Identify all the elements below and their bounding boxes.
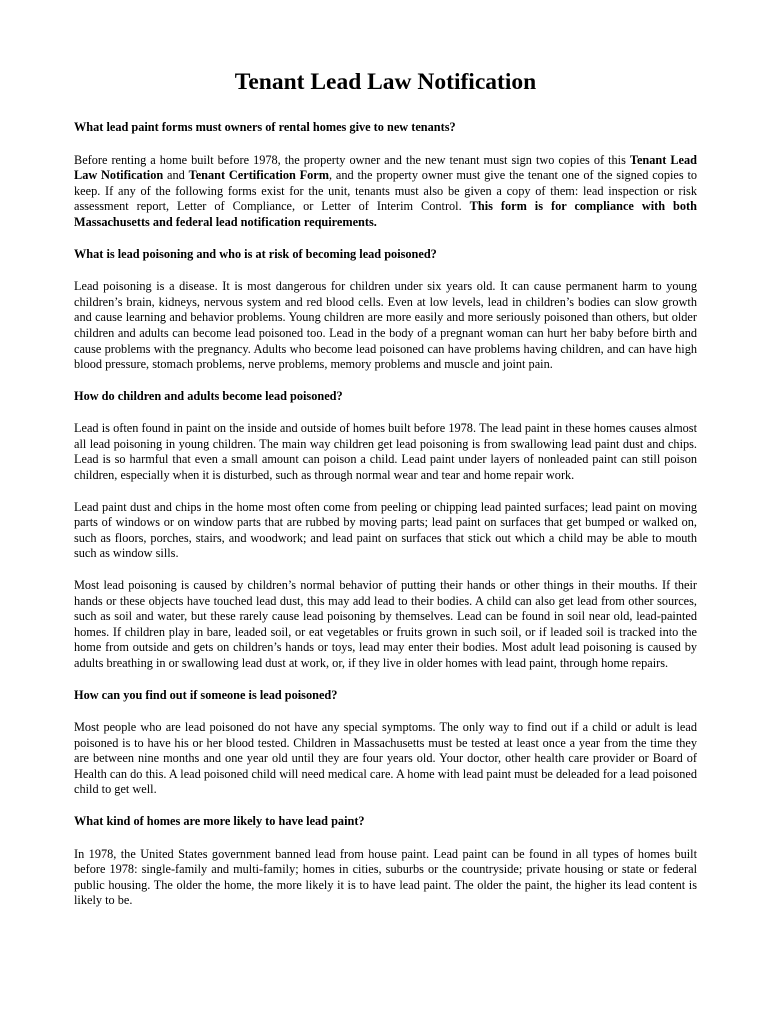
paragraph-how-poisoned-1: Lead is often found in paint on the inside and outside of homes built before 1978. The lead paint in these homes causes almost all lead poisoning in young children. The main way children get lead poisoning is from swallowing lead paint dust and chips. Lead is so harmful that even a small amount can poison a child. Lead paint under layers of nonleaded paint can still poison children, especially when it is disturbed, such as through normal wear and tear and home repair work. bbox=[74, 421, 697, 482]
compliance-note-bold: This form is for compliance with both Massachusetts and federal lead notification requirements. bbox=[74, 199, 697, 230]
text-run: Before renting a home built before 1978, the property owner and the new tenant must sign two copies of this bbox=[74, 152, 630, 167]
paragraph-find-out: Most people who are lead poisoned do not have any special symptoms. The only way to find out if a child or adult is lead poisoned is to have his or her blood tested. Children in Massachusetts must be tested at least once a year from the time they are between nine months and one year old until they are four years old. Your doctor, other health care provider or Board of Health can do this. A lead poisoned child will need medical care. A home with lead paint must be deleaded for a lead poisoned child to get well. bbox=[74, 720, 697, 797]
paragraph-homes: In 1978, the United States government banned lead from house paint. Lead paint can be found in all types of homes built before 1978: single-family and multi-family; homes in cities, suburbs or the countryside; private housing or state or federal public housing. The older the home, the more likely it is to have lead paint. The older the paint, the higher its lead content is likely to be. bbox=[74, 846, 697, 908]
section-heading-what-is-lead-poisoning: What is lead poisoning and who is at risk of becoming lead poisoned? bbox=[74, 246, 437, 261]
text-run: , and the property owner must give the tenant one of the signed copies to keep. If any of the following forms exist for the unit, tenants must also be given a copy of them: lead inspection or risk assessment report, Letter of Compliance, or Letter of Interim Control. bbox=[74, 168, 698, 214]
paragraph-how-poisoned-3: Most lead poisoning is caused by children’s normal behavior of putting their hands or other things in their mouths. If their hands or these objects have touched lead dust, this may add lead to their bodies. A child can also get lead from other sources, such as soil and water, but these rarely cause lead poisoning by themselves. Lead can be found in soil near old, lead-painted homes. If children play in bare, leaded soil, or eat vegetables or fruits grown in such soil, or if leaded soil is tracked into the home from outside and gets on children’s hands or toys, lead may enter their bodies. Most adult lead poisoning is caused by adults breathing in or swallowing lead dust at work, or, if they live in older homes with lead paint, through home repairs. bbox=[74, 577, 697, 670]
section-heading-find-out: How can you find out if someone is lead poisoned? bbox=[74, 687, 338, 702]
text-run: and bbox=[163, 168, 189, 183]
paragraph-forms bbox=[74, 153, 697, 231]
section-heading-homes: What kind of homes are more likely to have lead paint? bbox=[74, 814, 365, 828]
form-name-bold: Tenant Certification Form bbox=[188, 168, 330, 183]
section-heading-how-poisoned: How do children and adults become lead poisoned? bbox=[74, 388, 343, 403]
section-heading-forms: What lead paint forms must owners of rental homes give to new tenants? bbox=[74, 120, 456, 135]
paragraph-what-is-lead-poisoning: Lead poisoning is a disease. It is most dangerous for children under six years old. It can cause permanent harm to young children’s brain, kidneys, nervous system and red blood cells. Even at low levels, lead in children’s bodies can slow growth and cause learning and behavior problems. Young children are more easily and more seriously poisoned than others, but older children and adults can become lead poisoned too. Lead in the body of a pregnant woman can hurt her baby before birth and cause problems with the pregnancy. Adults who become lead poisoned can have problems having children, and can have high blood pressure, stomach problems, nerve problems, memory problems and muscle and joint pain. bbox=[74, 279, 697, 372]
form-name-bold: Tenant Lead Law Notification bbox=[74, 152, 697, 183]
paragraph-how-poisoned-2: Lead paint dust and chips in the home most often come from peeling or chipping lead painted surfaces; lead paint on moving parts of windows or on window parts that are rubbed by moving parts; lead paint on surfaces that get bumped or walked on, such as floors, porches, stairs, and woodwork; and lead paint on surfaces that stick out which a child may be able to mouth such as window sills. bbox=[74, 499, 697, 561]
page-title: Tenant Lead Law Notification bbox=[234, 69, 537, 95]
